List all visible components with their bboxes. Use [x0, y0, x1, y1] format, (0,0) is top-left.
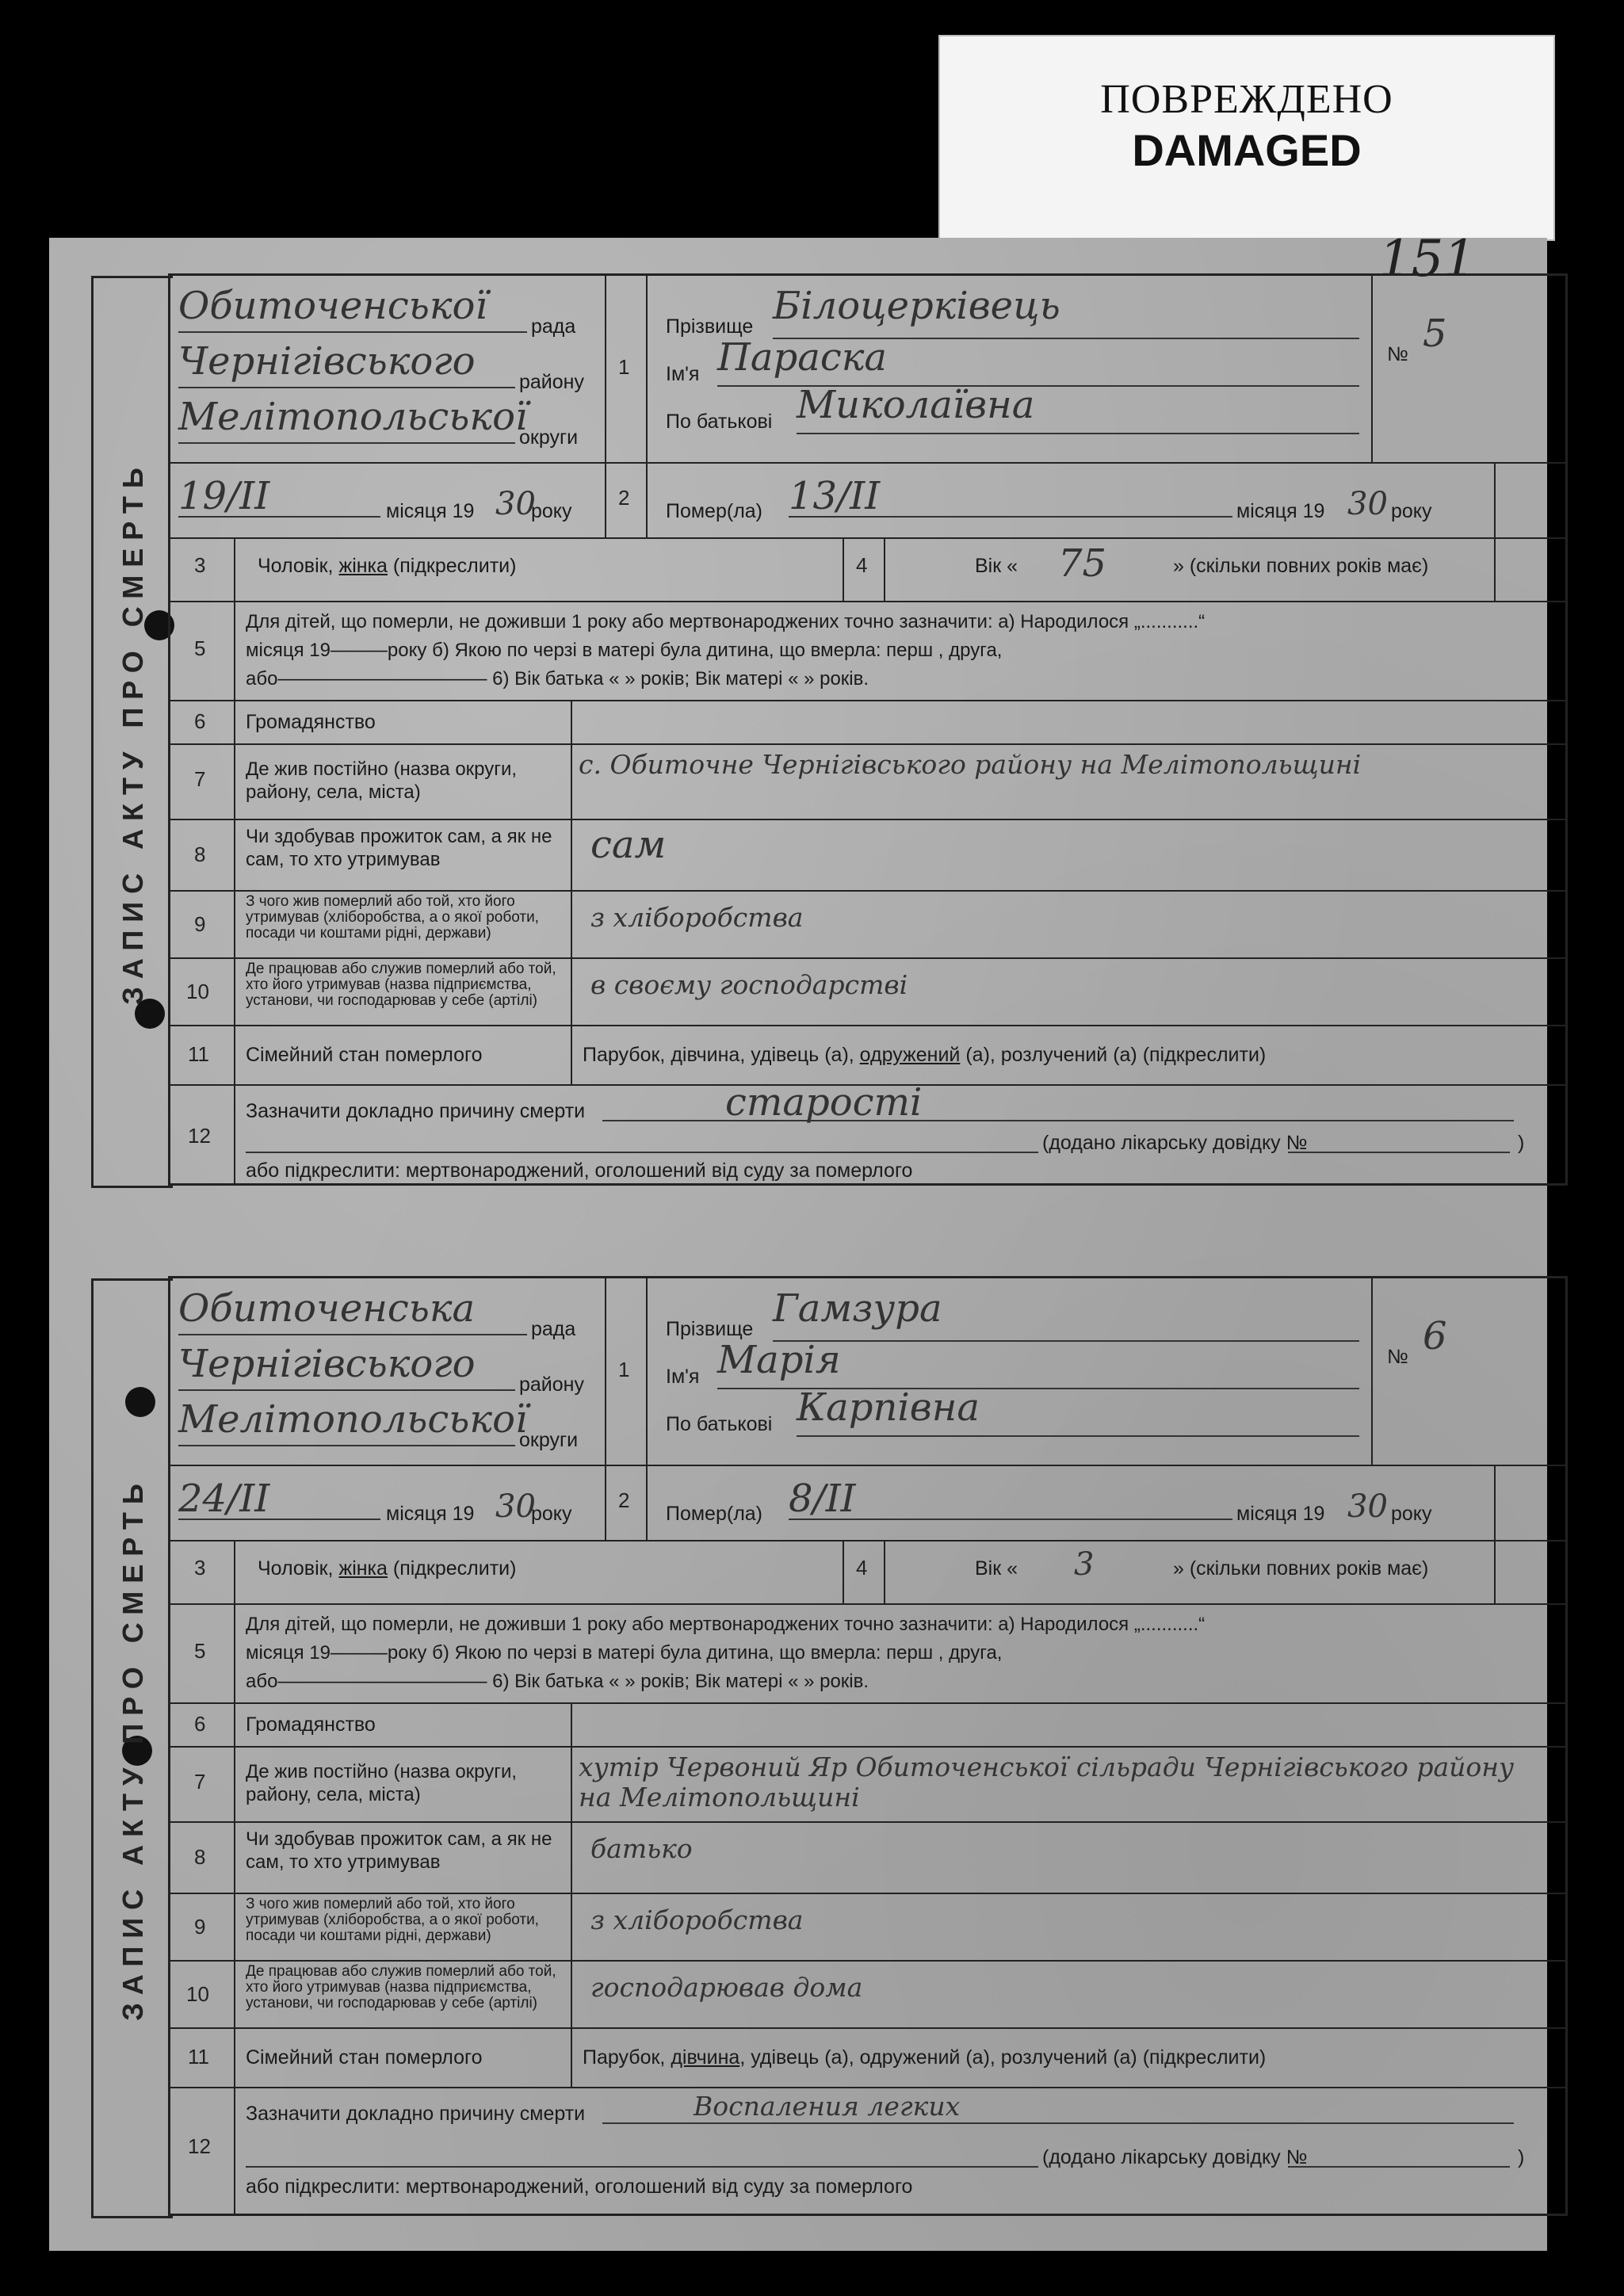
name-value: Параска — [717, 335, 887, 380]
rada-value: Обиточенської — [178, 284, 487, 328]
death-date-value: 13/II — [789, 474, 881, 518]
reg-date-value: 24/II — [178, 1477, 270, 1521]
support-value: батько — [590, 1833, 693, 1864]
surname-value: Гамзура — [773, 1286, 942, 1331]
livelihood-value: з хліборобства — [590, 1904, 804, 1935]
rada-value: Обиточенська — [178, 1286, 476, 1331]
livelihood-value: з хліборобства — [590, 902, 804, 933]
stamp-text-en: DAMAGED — [1132, 125, 1362, 175]
work-value: в своєму господарстві — [590, 969, 908, 1000]
surname-value: Білоцерківець — [773, 284, 1060, 328]
support-value: сам — [590, 823, 667, 867]
status-girl-underlined: дівчина — [671, 2046, 740, 2069]
patronymic-value: Миколаївна — [797, 383, 1035, 427]
patronymic-value: Карпівна — [797, 1385, 980, 1430]
age-value: 3 — [1074, 1546, 1095, 1583]
death-year-value: 30 — [1347, 486, 1388, 522]
reg-year-value: 30 — [495, 486, 536, 522]
death-record-form-2: ЗАПИС АКТУ ПРО СМЕРТЬ Обиточенська рада Чернігівського району Мелітопольської округи 1 Прізвище Гамзура Ім'я Марія По батькові Карпівна № 6 24/II місяця 19 30 року 2 Помер(ла) 8/II місяця 19 30 року 3 Чоловік, жінка (підкреслити) 4 Вік « 3 » (скільки повних років має) 5 Для дітей, що померли, не доживши 1 року або мертвонароджених точно зазначити: а) Народилося „...........“ місяця 19———року б) Якою по черзі в матері була дитина, що вмерла: перш , друга, або——————————— 6) Вік батька « » років; Вік матері « » років. 6 Громадянство 7 Де жив постійно (назва округи, району, села, міста) хутір Червоний Яр Обиточенської сільради Чернігівського району на Мелітопольщині 8 Чи здобував прожиток сам, а як не сам, то хто утримував батько 9 З чого жив померлий або той, хто його утримував (хліборобства, а о якої роботи, посади чи коштами рідні, держави) з хліборобства 10 Де працював або служив померлий або той, хто його утримував (назва підприємства, установи, чи господарював у себе (артілі) господарював дома 11 Сімейний стан померлого Парубок, дівчина, удівець (а), одружений (а), розлучений (а) (підкреслити) 12 Зазначити докладно причину смерти Воспаления легких (додано лікарську довідку № ) або підкреслити: мертвонароджений, оголошений від суду за померлого — [168, 1276, 1568, 2216]
residence-value: с. Обиточне Чернігівського району на Мелітопольщині — [579, 749, 1362, 780]
reg-date-value: 19/II — [178, 474, 270, 518]
death-year-value: 30 — [1347, 1488, 1388, 1525]
death-date-value: 8/II — [789, 1477, 856, 1521]
form-side-title: ЗАПИС АКТУ ПРО СМЕРТЬ — [91, 1278, 173, 2218]
okruha-value: Мелітопольської — [178, 1397, 528, 1442]
name-value: Марія — [717, 1338, 841, 1382]
sex-female-underlined: жінка — [338, 555, 388, 577]
sheet-number: 151 — [1378, 230, 1476, 288]
form-side-title: ЗАПИС АКТУ ПРО СМЕРТЬ — [91, 276, 173, 1188]
cause-value: Воспаления легких — [694, 2091, 961, 2122]
age-value: 75 — [1058, 541, 1107, 586]
reg-year-value: 30 — [495, 1488, 536, 1525]
record-number: 5 — [1423, 311, 1447, 356]
cause-value: старості — [725, 1080, 923, 1125]
status-married-underlined: одружений — [859, 1044, 961, 1066]
death-record-form-1: ЗАПИС АКТУ ПРО СМЕРТЬ Обиточенської рада Чернігівського району Мелітопольської округи 1 Прізвище Білоцерківець Ім'я Параска По батькові Миколаївна № 5 19/II місяця 19 30 року 2 Помер(ла) 13/II місяця 19 30 року 3 Чоловік, жінка (підкреслити) 4 Вік « 75 » (скільки повних років має) 5 Для дітей, що померли, не доживши 1 року або мертвонароджених точно зазначити: а) Народилося „...........“ місяця 19———року б) Якою по черзі в матері була дитина, що вмерла: перш , друга, або——————————— 6) Вік батька « » років; Вік матері « » років. 6 Громадянство 7 Де жив постійно (назва округи, району, села, міста) с. Обиточне Чернігівського району на Мелітопольщині 8 Чи здобував прожиток сам, а як не сам, то хто утримував сам 9 З чого жив померлий або той, хто його утримував (хліборобства, а о якої роботи, посади чи коштами рідні, держави) з хліборобства 10 Де працював або служив померлий або той, хто його утримував (назва підприємства, установи, чи господарював у себе (артілі) в своєму господарстві 11 Сімейний стан померлого Парубок, дівчина, удівець (а), одружений (а), розлучений (а) (підкреслити) 12 Зазначити докладно причину смерти старості (додано лікарську довідку № ) або підкреслити: мертвонароджений, оголошений від суду за померлого — [168, 273, 1568, 1186]
document-sheet — [49, 230, 1547, 2251]
raion-value: Чернігівського — [178, 1342, 476, 1386]
okruha-value: Мелітопольської — [178, 395, 528, 439]
record-number: 6 — [1423, 1314, 1447, 1358]
raion-value: Чернігівського — [178, 339, 476, 384]
damaged-stamp — [938, 35, 1555, 241]
work-value: господарював дома — [590, 1972, 863, 2003]
residence-value: хутір Червоний Яр Обиточенської сільради Чернігівського району на Мелітопольщині — [579, 1752, 1515, 1813]
sex-female-underlined: жінка — [338, 1557, 388, 1580]
stamp-text-ru: ПОВРЕЖДЕНО — [1100, 77, 1393, 122]
